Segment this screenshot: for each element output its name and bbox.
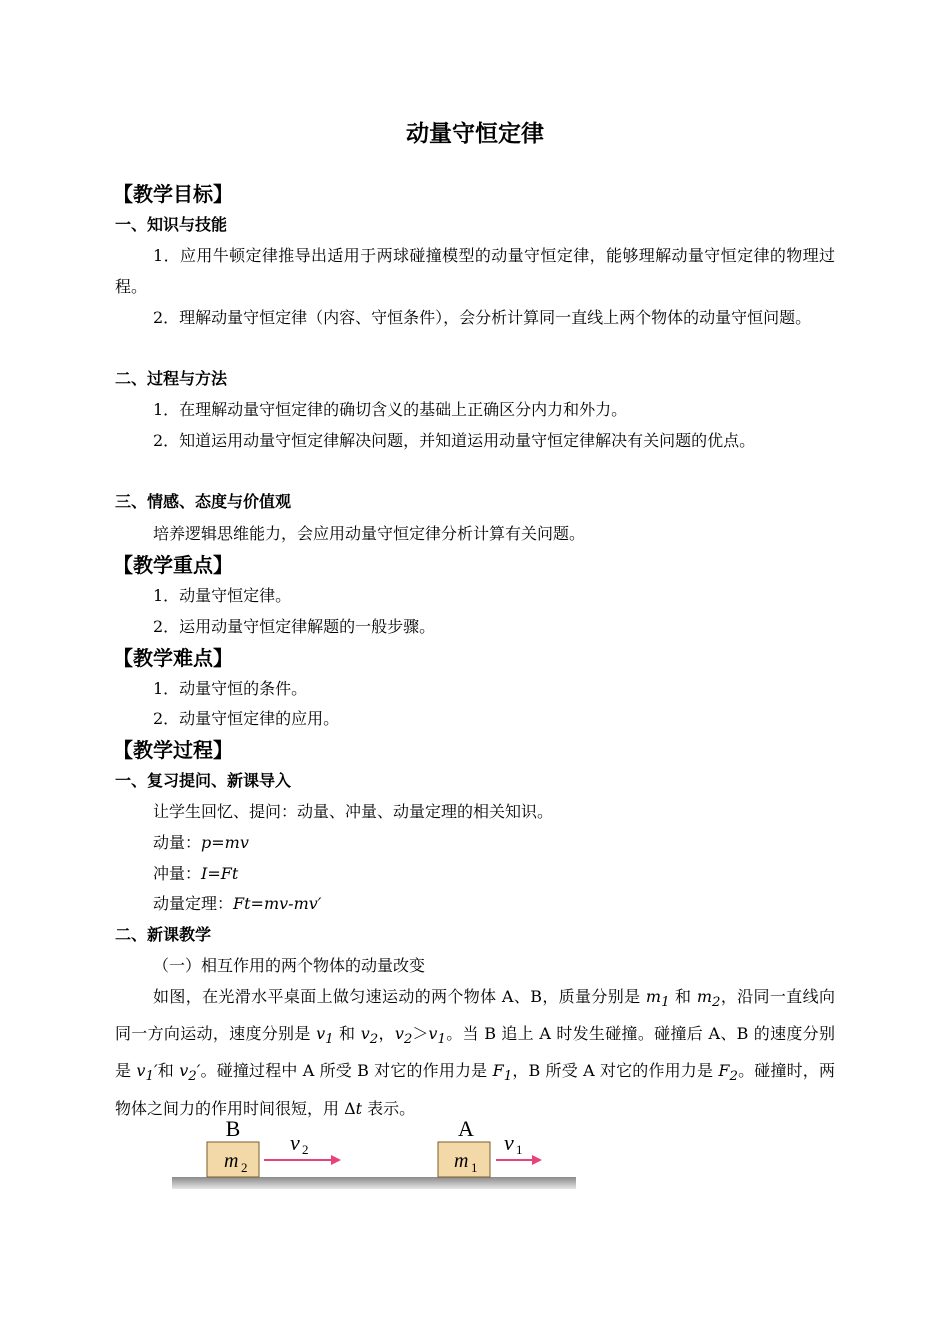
var-v1: v <box>428 1024 438 1044</box>
process-method-heading: 二、过程与方法 <box>115 369 228 388</box>
table-surface <box>172 1177 576 1189</box>
impulse-formula: I=Ft <box>201 864 239 883</box>
review-heading: 一、复习提问、新课导入 <box>115 771 292 790</box>
key-points-heading: 【教学重点】 <box>113 553 233 577</box>
impulse-label: 冲量： <box>153 864 202 883</box>
theorem-line <box>115 888 835 919</box>
momentum-label: 动量： <box>153 833 202 852</box>
block-a-mass: m <box>454 1150 469 1172</box>
page-title: 动量守恒定律 <box>406 120 544 147</box>
text-run: ，沿同一直线向同一方向运动，速度分别是 <box>115 987 835 1044</box>
impulse-line <box>115 858 835 889</box>
knowledge-item-1: 1．应用牛顿定律推导出适用于两球碰撞模型的动量守恒定律，能够理解动量守恒定律的物理过程。 <box>115 246 835 296</box>
collision-paragraph <box>115 981 835 1124</box>
sub-v2: 2 <box>369 1032 379 1048</box>
block-b-label: B <box>225 1116 241 1141</box>
prime-mark: ′ <box>153 1061 158 1081</box>
emotion-heading: 三、情感、态度与价值观 <box>115 492 292 511</box>
block-b-mass-sub: 2 <box>241 1160 248 1175</box>
key-point-1: 1．动量守恒定律。 <box>153 586 292 605</box>
collision-diagram <box>170 1110 580 1200</box>
text-run: ，B 所受 A 对它的作用力是 <box>512 1061 719 1081</box>
text-run: 和 <box>157 1061 180 1081</box>
arrowhead-b <box>331 1155 341 1165</box>
text-run: 如图，在光滑水平桌面上做匀速运动的两个物体 A、B，质量分别是 <box>153 987 646 1006</box>
text-run: 。当 B 追上 A 时发生碰撞。碰撞后 A、B 的速度分别是 <box>115 1024 835 1081</box>
sub-v2: 2 <box>403 1032 413 1048</box>
sub-F2: 2 <box>729 1069 738 1085</box>
emotion-text: 培养逻辑思维能力，会应用动量守恒定律分析计算有关问题。 <box>153 524 586 543</box>
var-v2-prime: v <box>179 1061 189 1081</box>
velocity-b-label: v <box>290 1130 300 1155</box>
text-run: ＞ <box>412 1024 429 1044</box>
sub-v2-prime: 2 <box>188 1069 197 1085</box>
new-lesson-heading: 二、新课教学 <box>115 925 212 944</box>
var-v2: v <box>360 1024 370 1044</box>
var-m1: m <box>645 987 662 1006</box>
block-a-mass-sub: 1 <box>471 1160 478 1175</box>
process-item-2: 2．知道运用动量守恒定律解决问题，并知道运用动量守恒定律解决有关问题的优点。 <box>153 431 756 450</box>
text-run: 和 <box>669 987 697 1006</box>
block-b-mass: m <box>224 1150 239 1172</box>
momentum-line <box>115 827 835 858</box>
difficult-point-1: 1．动量守恒的条件。 <box>153 679 308 698</box>
review-intro: 让学生回忆、提问：动量、冲量、动量定理的相关知识。 <box>153 802 554 821</box>
arrowhead-a <box>532 1155 542 1165</box>
sub-m1: 1 <box>661 995 670 1011</box>
teaching-goals-heading: 【教学目标】 <box>113 182 233 206</box>
sub-v1: 1 <box>437 1032 446 1048</box>
var-t: t <box>355 1098 363 1118</box>
theorem-label: 动量定理： <box>153 894 234 913</box>
momentum-formula: p=mv <box>201 833 249 852</box>
velocity-a-sub: 1 <box>516 1142 523 1157</box>
velocity-b-sub: 2 <box>302 1142 309 1157</box>
text-run: ， <box>378 1024 395 1044</box>
text-run: 和 <box>333 1024 361 1044</box>
text-run: 。碰撞时，两物体之间力的作用时间很短，用 Δ <box>115 1061 835 1118</box>
teaching-process-heading: 【教学过程】 <box>113 738 233 762</box>
sub-v1-prime: 1 <box>145 1069 154 1085</box>
block-a-label: A <box>458 1116 474 1141</box>
sub-v1: 1 <box>325 1032 334 1048</box>
text-run: 。碰撞过程中 A 所受 B 对它的作用力是 <box>200 1061 493 1081</box>
var-F1: F <box>492 1061 504 1081</box>
var-F2: F <box>718 1061 730 1081</box>
process-item-1: 1．在理解动量守恒定律的确切含义的基础上正确区分内力和外力。 <box>153 400 628 419</box>
theorem-formula: Ft=mv-mv′ <box>233 894 322 913</box>
sub-F1: 1 <box>503 1069 513 1085</box>
prime-mark: ′ <box>196 1061 201 1081</box>
var-v1: v <box>316 1024 326 1044</box>
var-v2: v <box>394 1024 404 1044</box>
var-v1-prime: v <box>136 1061 146 1081</box>
knowledge-item-2: 2．理解动量守恒定律（内容、守恒条件），会分析计算同一直线上两个物体的动量守恒问题。 <box>153 308 812 327</box>
knowledge-skills-heading: 一、知识与技能 <box>115 215 228 234</box>
key-point-2: 2．运用动量守恒定律解题的一般步骤。 <box>153 617 436 636</box>
text-run: 表示。 <box>362 1098 416 1118</box>
difficult-point-2: 2．动量守恒定律的应用。 <box>153 709 340 728</box>
sub-m2: 2 <box>711 995 721 1011</box>
difficult-points-heading: 【教学难点】 <box>113 646 233 670</box>
velocity-a-label: v <box>504 1130 514 1155</box>
new-lesson-subheading: （一）相互作用的两个物体的动量改变 <box>153 956 426 975</box>
var-m2: m <box>696 987 712 1006</box>
